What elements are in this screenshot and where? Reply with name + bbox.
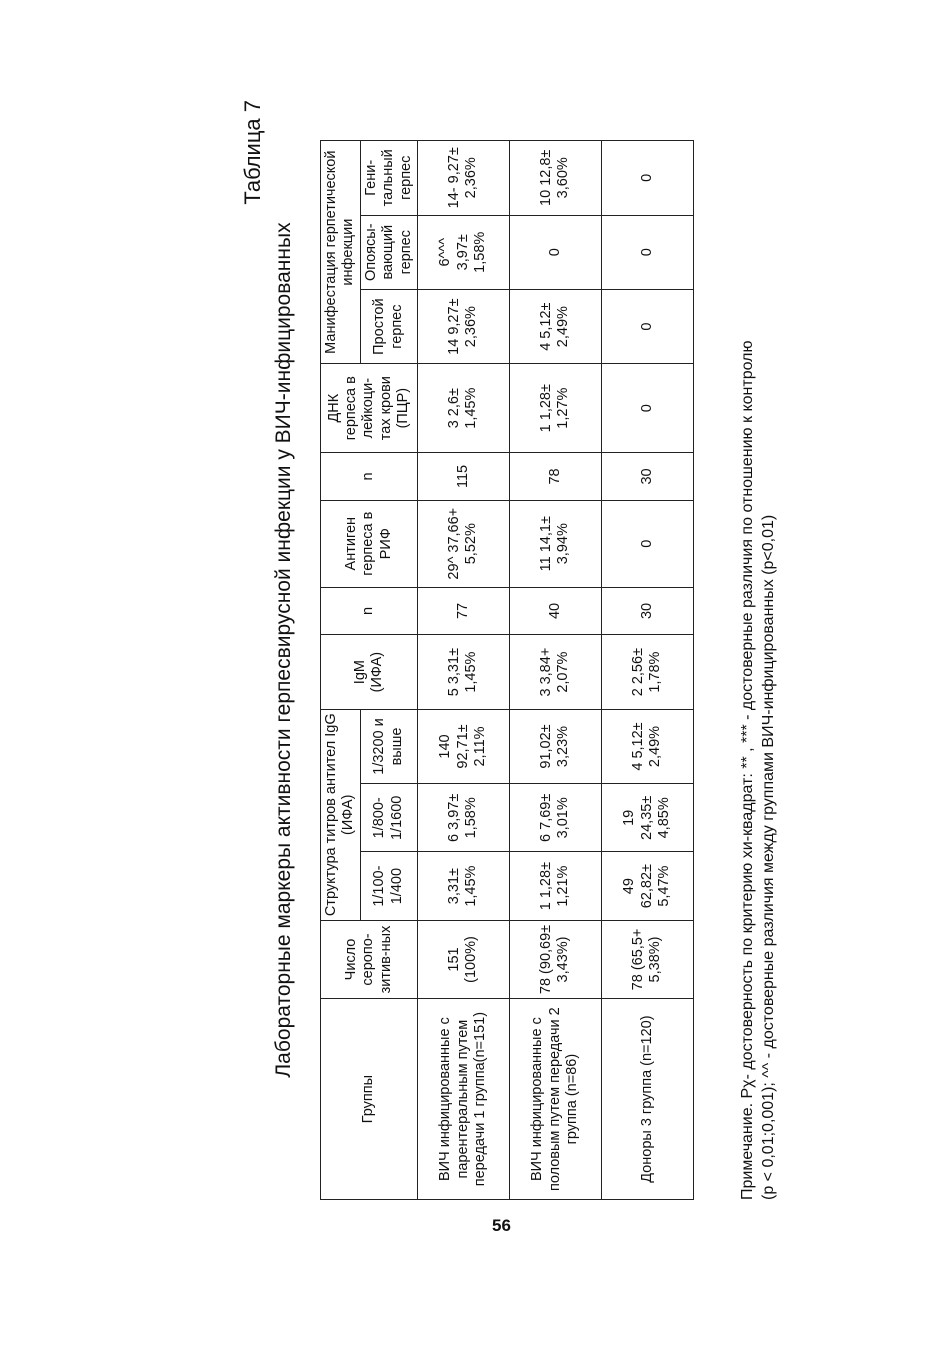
table-note — [738, 90, 780, 1200]
header-n2: n — [321, 453, 418, 501]
cell-antigen: 0 — [601, 500, 693, 587]
header-seropositive: Число серопо-зитив-ных — [321, 920, 418, 998]
table-label: Таблица 7 — [240, 100, 265, 205]
cell-titer-1: 49 62,82± 5,47% — [601, 852, 693, 920]
header-titer-structure: Структура титров антител IgG (ИФА) — [321, 709, 361, 920]
cell-dna: 0 — [601, 364, 693, 453]
cell-n2: 30 — [601, 453, 693, 501]
cell-seropositive: 78 (65,5+ 5,38%) — [601, 920, 693, 998]
cell-dna: 1 1,28± 1,27% — [509, 364, 601, 453]
header-groups: Группы — [321, 999, 418, 1200]
cell-titer-2: 6 7,69± 3,01% — [509, 784, 601, 852]
cell-group: ВИЧ инфицированные с парентеральным путем передачи 1 группа(n=151) — [417, 999, 509, 1200]
table-row — [417, 141, 509, 1200]
cell-n2: 115 — [417, 453, 509, 501]
cell-group: Доноры 3 группа (n=120) — [601, 999, 693, 1200]
header-manifestation: Манифестация герпетической инфекции — [321, 141, 361, 364]
cell-titer-3: 91,02± 3,23% — [509, 709, 601, 783]
cell-antigen: 29^ 37,66+ 5,52% — [417, 500, 509, 587]
header-titer-1: 1/100-1/400 — [360, 852, 417, 920]
cell-dna: 3 2,6± 1,45% — [417, 364, 509, 453]
header-titer-3: 1/3200 и выше — [360, 709, 417, 783]
cell-igm: 2 2,56± 1,78% — [601, 635, 693, 709]
cell-titer-1: 3,31± 1,45% — [417, 852, 509, 920]
cell-titer-1: 1 1,28± 1,21% — [509, 852, 601, 920]
cell-seropositive: 151 (100%) — [417, 920, 509, 998]
cell-n2: 78 — [509, 453, 601, 501]
cell-genital: 14- 9,27± 2,36% — [417, 141, 509, 216]
header-genital: Гени-тальный герпес — [360, 141, 417, 216]
cell-n1: 77 — [417, 587, 509, 635]
header-zoster: Опоясы-вающий герпес — [360, 215, 417, 289]
note-line-1: Примечание. Pχ- достоверность по критерию хи-квадрат: ** , *** - достоверные различия по отношению к контролю — [739, 340, 756, 1200]
cell-genital: 0 — [601, 141, 693, 216]
table-row — [601, 141, 693, 1200]
header-simple: Простой герпес — [360, 289, 417, 363]
cell-titer-2: 19 24,35± 4,85% — [601, 784, 693, 852]
rotated-page-content — [240, 60, 800, 1240]
cell-simple: 0 — [601, 289, 693, 363]
cell-igm: 5 3,31± 1,45% — [417, 635, 509, 709]
note-line-2: (р < 0,01;0,001); ^^ - достоверные различия между группами ВИЧ-инфицированных (р<0,01) — [759, 514, 777, 1200]
cell-n1: 30 — [601, 587, 693, 635]
cell-simple: 4 5,12± 2,49% — [509, 289, 601, 363]
header-dna: ДНК герпеса в лейкоци-тах крови (ПЦР) — [321, 364, 418, 453]
header-antigen: Антиген герпеса в РИФ — [321, 500, 418, 587]
page-title: Лабораторные маркеры активности герпесвирусной инфекции у ВИЧ-инфицированных — [272, 222, 295, 1078]
cell-genital: 10 12,8± 3,60% — [509, 141, 601, 216]
cell-zoster: 0 — [509, 215, 601, 289]
cell-zoster: 0 — [601, 215, 693, 289]
cell-group: ВИЧ инфицированные с половым путем передачи 2 группа (n=86) — [509, 999, 601, 1200]
markers-table — [320, 140, 694, 1200]
header-titer-2: 1/800-1/1600 — [360, 784, 417, 852]
cell-simple: 14 9,27± 2,36% — [417, 289, 509, 363]
cell-igm: 3 3,84+ 2,07% — [509, 635, 601, 709]
cell-titer-2: 6 3,97± 1,58% — [417, 784, 509, 852]
cell-zoster: 6^^^ 3,97± 1,58% — [417, 215, 509, 289]
header-igm: IgM (ИФА) — [321, 635, 418, 709]
cell-titer-3: 140 92,71± 2,11% — [417, 709, 509, 783]
page-number: 56 — [492, 1216, 511, 1235]
table-row — [509, 141, 601, 1200]
cell-antigen: 11 14,1± 3,94% — [509, 500, 601, 587]
header-n1: n — [321, 587, 418, 635]
cell-titer-3: 4 5,12± 2,49% — [601, 709, 693, 783]
cell-n1: 40 — [509, 587, 601, 635]
cell-seropositive: 78 (90,69± 3,43%) — [509, 920, 601, 998]
